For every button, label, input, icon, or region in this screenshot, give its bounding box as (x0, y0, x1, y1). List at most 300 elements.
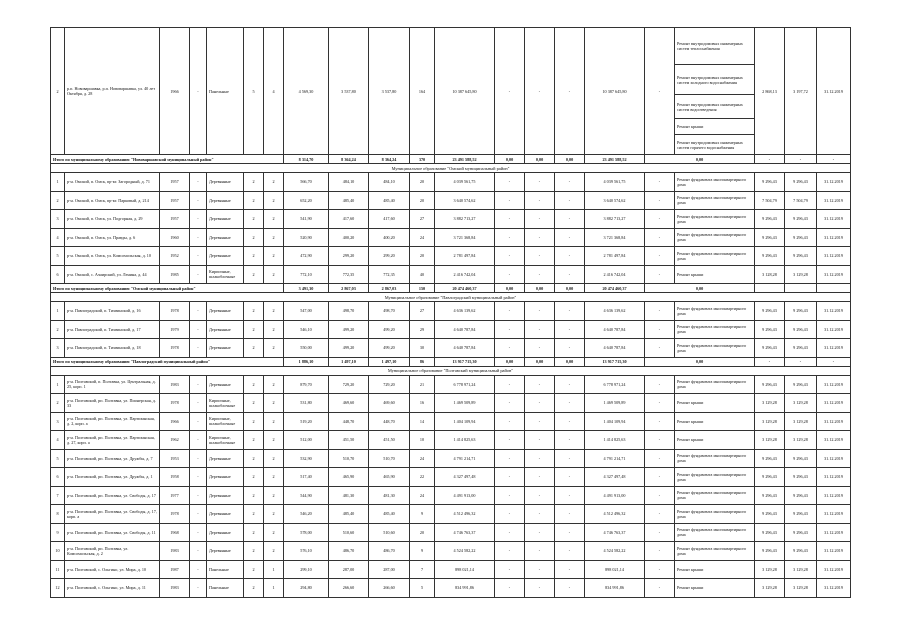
total-s-all: 2 867,03 (329, 284, 369, 293)
municipality-header-row (51, 164, 851, 173)
cell-own: 4 791 214,71 (585, 449, 645, 468)
table-row (51, 579, 851, 598)
table-row (51, 560, 851, 579)
cell-people: 20 (410, 523, 435, 542)
cell-addr: р-н. Омский, с. Ачаирский, ул. Ленина, д. 44 (65, 265, 160, 284)
cell-fund: - (495, 394, 525, 413)
cell-date: 31.12.2019 (817, 431, 851, 450)
cell-budget: - (525, 468, 555, 487)
cell-cost: 1 414 825,63 (435, 431, 495, 450)
cell-work: Ремонт фундамента многоквартирного дома (675, 505, 755, 524)
cell-fund: - (495, 542, 525, 561)
cell-s-res: 451,50 (369, 431, 410, 450)
cell-work: Ремонт фундамента многоквартирного дома (675, 302, 755, 321)
cell-own: 4 327 497,48 (585, 468, 645, 487)
cell-n: 2 (51, 394, 65, 413)
total-cost: 23 491 588,52 (435, 155, 495, 164)
cell-limit: 9 296,43 (785, 320, 817, 339)
cell-local: - (555, 523, 585, 542)
cell-n: 3 (51, 339, 65, 358)
cell-fl: 2 (244, 486, 264, 505)
cell-sep: - (190, 28, 207, 155)
cell-budget: - (525, 523, 555, 542)
repair-works-cell (675, 28, 755, 155)
cell-fl: 2 (244, 468, 264, 487)
cell-own: 4 640 787,84 (585, 320, 645, 339)
cell-addr: р.п. Нововаршавка, р.п. Нововаршавка, ул. 40 лет Октября, д. 28 (65, 28, 160, 155)
cell-year: 1985 (160, 265, 190, 284)
municipality-total-row (51, 284, 851, 293)
cell-fund: - (495, 412, 525, 431)
total-d3: - (817, 357, 851, 366)
cell-year: 1957 (160, 210, 190, 229)
cell-year: 1953 (160, 449, 190, 468)
total-d3 (817, 284, 851, 293)
cell-unit: 9 296,43 (755, 228, 785, 247)
capital-repair-register-table (50, 27, 851, 598)
cell-n: 1 (51, 302, 65, 321)
cell-s-all: 486,70 (329, 542, 369, 561)
table-row (51, 394, 851, 413)
total-people: 150 (410, 284, 435, 293)
cell-local: - (555, 247, 585, 266)
table-row (51, 228, 851, 247)
cell-year: 1958 (160, 468, 190, 487)
cell-year: 1957 (160, 173, 190, 192)
cell-wall: Деревянные (207, 542, 244, 561)
cell-year: 1978 (160, 339, 190, 358)
cell-fund: - (495, 468, 525, 487)
cell-s-total: 576,10 (284, 542, 329, 561)
cell-addr: р-н. Омский, п. Омск, пр-кт. Загородный, д. 71 (65, 173, 160, 192)
cell-other: - (645, 449, 675, 468)
cell-fund: - (495, 523, 525, 542)
cell-cost: 6 778 971,24 (435, 375, 495, 394)
cell-unit: 9 296,43 (755, 339, 785, 358)
cell-s-all: 481,30 (329, 486, 369, 505)
cell-cost: 4 636 139,62 (435, 302, 495, 321)
cell-people: 29 (410, 320, 435, 339)
cell-s-all: 448,70 (329, 412, 369, 431)
cell-other: - (645, 486, 675, 505)
cell-year: 1966 (160, 28, 190, 155)
cell-fl: 2 (244, 431, 264, 450)
cell-unit: 7 504,79 (755, 191, 785, 210)
repair-work-item: Ремонт внутридомовых инженерных систем горячего водоснабжения (677, 139, 743, 150)
cell-year: 1978 (160, 394, 190, 413)
cell-local: - (555, 173, 585, 192)
cell-s-total: 520,90 (284, 228, 329, 247)
cell-cost: 2 416 742,04 (435, 265, 495, 284)
cell-people: 5 (410, 579, 435, 598)
cell-budget: - (525, 302, 555, 321)
total-s-total: 1 886,10 (284, 357, 329, 366)
total-fund: 0,00 (495, 357, 525, 366)
cell-unit: 2 868,13 (755, 28, 785, 155)
cell-work: Ремонт фундамента многоквартирного дома (675, 173, 755, 192)
cell-addr: р-н. Полтавский, рп. Полтавка, ул. Партизанская, д. 2, корп. а (65, 412, 160, 431)
cell-own: 3 640 574,62 (585, 191, 645, 210)
cell-date: 31.12.2019 (817, 394, 851, 413)
cell-ent: 2 (264, 542, 284, 561)
cell-date: 31.12.2019 (817, 412, 851, 431)
cell-other: - (645, 560, 675, 579)
cell-sep: - (190, 191, 207, 210)
total-cost: 20 474 460,37 (435, 284, 495, 293)
table-row (51, 210, 851, 229)
total-people: 86 (410, 357, 435, 366)
cell-sep: - (190, 542, 207, 561)
cell-addr: р-н. Полтавский, п. Полтавка, ул. Центральная, д. 25, корп. 1 (65, 375, 160, 394)
cell-s-res: 772,35 (369, 265, 410, 284)
cell-local: - (555, 339, 585, 358)
cell-addr: р-н. Павлоградский, п. Тихвинский, д. 17 (65, 320, 160, 339)
cell-n: 1 (51, 173, 65, 192)
cell-budget: - (525, 412, 555, 431)
cell-s-all: 3 537,80 (329, 28, 369, 155)
cell-other: - (645, 339, 675, 358)
cell-cost: 1 404 109,94 (435, 412, 495, 431)
cell-local: - (555, 579, 585, 598)
cell-budget: - (525, 542, 555, 561)
cell-sep: - (190, 320, 207, 339)
cell-local: - (555, 486, 585, 505)
cell-fl: 2 (244, 449, 264, 468)
cell-s-total: 547,00 (284, 302, 329, 321)
cell-addr: р-н. Омский, п. Омск, пр-кт. Парковый, д. 214 (65, 191, 160, 210)
cell-year: 1978 (160, 302, 190, 321)
total-own: 20 474 460,37 (585, 284, 645, 293)
cell-work: Ремонт крыши (675, 560, 755, 579)
cell-budget: - (525, 28, 555, 155)
cell-s-total: 517,40 (284, 468, 329, 487)
table-row (51, 173, 851, 192)
cell-fund: - (495, 228, 525, 247)
cell-people: 24 (410, 486, 435, 505)
cell-fund: - (495, 302, 525, 321)
cell-local: - (555, 394, 585, 413)
cell-wall: Деревянные (207, 375, 244, 394)
cell-other: - (645, 468, 675, 487)
cell-s-all: 400,20 (329, 228, 369, 247)
cell-cost: 1 469 509,89 (435, 394, 495, 413)
cell-fl: 2 (244, 210, 264, 229)
cell-ent: 2 (264, 228, 284, 247)
cell-limit: 9 296,43 (785, 523, 817, 542)
total-budget: 0,00 (525, 284, 555, 293)
table-row (51, 542, 851, 561)
cell-cost: 3 640 574,62 (435, 191, 495, 210)
cell-limit: 3 129,28 (785, 579, 817, 598)
cell-s-all: 729,20 (329, 375, 369, 394)
cell-addr: р-н. Полтавский, с. Ольгино, ул. Мира, д. 10 (65, 560, 160, 579)
cell-n: 5 (51, 449, 65, 468)
cell-own: 4 636 139,62 (585, 302, 645, 321)
cell-budget: - (525, 210, 555, 229)
cell-fl: 2 (244, 228, 264, 247)
cell-work: Ремонт фундамента многоквартирного дома (675, 247, 755, 266)
cell-cost: 4 746 763,37 (435, 523, 495, 542)
cell-limit: 3 129,28 (785, 560, 817, 579)
cell-s-res: 299,20 (369, 247, 410, 266)
cell-ent: 2 (264, 375, 284, 394)
cell-limit: 3 129,28 (785, 394, 817, 413)
cell-wall: Деревянные (207, 505, 244, 524)
total-local: 0,00 (555, 155, 585, 164)
cell-year: 1977 (160, 486, 190, 505)
total-d2: - (785, 155, 817, 164)
cell-date: 31.12.2019 (817, 560, 851, 579)
cell-ent: 2 (264, 302, 284, 321)
cell-ent: 2 (264, 505, 284, 524)
cell-unit: 9 296,43 (755, 523, 785, 542)
cell-people: 24 (410, 228, 435, 247)
cell-ent: 2 (264, 486, 284, 505)
municipality-total-row (51, 155, 851, 164)
cell-budget: - (525, 394, 555, 413)
total-other: 0,00 (645, 155, 755, 164)
cell-unit: 9 296,43 (755, 505, 785, 524)
cell-s-total: 512,00 (284, 431, 329, 450)
total-s-res: 1 497,10 (369, 357, 410, 366)
cell-year: 1979 (160, 320, 190, 339)
cell-fl: 2 (244, 191, 264, 210)
cell-other: - (645, 505, 675, 524)
total-budget: 0,00 (525, 155, 555, 164)
table-row (51, 449, 851, 468)
cell-own: 10 387 645,80 (585, 28, 645, 155)
cell-fl: 2 (244, 523, 264, 542)
cell-own: 1 404 109,94 (585, 412, 645, 431)
table-row (51, 28, 851, 155)
cell-cost: 4 791 214,71 (435, 449, 495, 468)
table-row (51, 302, 851, 321)
cell-s-res: 417,60 (369, 210, 410, 229)
cell-wall: Деревянные (207, 339, 244, 358)
cell-local: - (555, 412, 585, 431)
cell-s-res: 400,20 (369, 228, 410, 247)
cell-s-res: 287,00 (369, 560, 410, 579)
cell-ent: 1 (264, 560, 284, 579)
cell-s-res: 485,40 (369, 191, 410, 210)
cell-own: 1 469 509,89 (585, 394, 645, 413)
cell-year: 1952 (160, 247, 190, 266)
cell-limit: 9 296,43 (785, 542, 817, 561)
cell-s-res: 266,60 (369, 579, 410, 598)
cell-n: 4 (51, 431, 65, 450)
cell-s-res: 486,70 (369, 542, 410, 561)
cell-fund: - (495, 339, 525, 358)
cell-s-res: 481,30 (369, 486, 410, 505)
cell-cost: 4 039 561,75 (435, 173, 495, 192)
cell-people: 20 (410, 173, 435, 192)
total-s-all: 8 364,24 (329, 155, 369, 164)
table-row (51, 468, 851, 487)
cell-s-total: 546,10 (284, 320, 329, 339)
municipality-name: Муниципальное образование "Павлоградский муниципальный район" (51, 293, 851, 302)
total-s-res: 8 364,24 (369, 155, 410, 164)
cell-n: 1 (51, 375, 65, 394)
cell-s-all: 266,60 (329, 579, 369, 598)
cell-s-res: 485,40 (369, 505, 410, 524)
cell-date: 31.12.2019 (817, 579, 851, 598)
cell-date: 31.12.2019 (817, 339, 851, 358)
cell-limit: 3 129,28 (785, 265, 817, 284)
cell-limit: 9 296,43 (785, 375, 817, 394)
total-local: 0,00 (555, 284, 585, 293)
cell-date: 31.12.2019 (817, 542, 851, 561)
cell-addr: р-н. Полтавский, рп. Полтавка, ул. Дружбы, д. 1 (65, 468, 160, 487)
cell-limit: 7 504,79 (785, 191, 817, 210)
cell-people: 9 (410, 542, 435, 561)
cell-s-all: 498,70 (329, 302, 369, 321)
cell-date: 31.12.2019 (817, 523, 851, 542)
cell-local: - (555, 265, 585, 284)
cell-year: 1983 (160, 579, 190, 598)
cell-people: 27 (410, 302, 435, 321)
cell-budget: - (525, 579, 555, 598)
cell-own: 3 882 713,27 (585, 210, 645, 229)
cell-limit: 9 296,43 (785, 228, 817, 247)
cell-date: 31.12.2019 (817, 191, 851, 210)
cell-local: - (555, 542, 585, 561)
cell-local: - (555, 210, 585, 229)
total-s-total: 8 314,70 (284, 155, 329, 164)
cell-local: - (555, 320, 585, 339)
cell-fl: 2 (244, 247, 264, 266)
total-d1: - (755, 357, 785, 366)
cell-n: 2 (51, 28, 65, 155)
table-row (51, 191, 851, 210)
cell-budget: - (525, 191, 555, 210)
cell-fl: 2 (244, 505, 264, 524)
cell-local: - (555, 191, 585, 210)
cell-work: Ремонт крыши (675, 431, 755, 450)
cell-s-all: 451,50 (329, 431, 369, 450)
cell-limit: 9 296,43 (785, 486, 817, 505)
cell-work: Ремонт фундамента многоквартирного дома (675, 449, 755, 468)
cell-limit: 3 129,28 (785, 412, 817, 431)
cell-work: Ремонт фундамента многоквартирного дома (675, 191, 755, 210)
repair-work-item: Ремонт внутридомовых инженерных систем теплоснабжения (675, 28, 754, 65)
cell-s-total: 531,80 (284, 394, 329, 413)
cell-budget: - (525, 486, 555, 505)
cell-s-res: 465,90 (369, 468, 410, 487)
cell-people: 14 (410, 412, 435, 431)
cell-fund: - (495, 210, 525, 229)
table-row (51, 431, 851, 450)
cell-fund: - (495, 449, 525, 468)
table-row (51, 523, 851, 542)
cell-wall: Панельные (207, 560, 244, 579)
municipality-header-row (51, 293, 851, 302)
cell-people: 40 (410, 265, 435, 284)
cell-s-all: 485,40 (329, 505, 369, 524)
cell-s-total: 772,10 (284, 265, 329, 284)
cell-other: - (645, 579, 675, 598)
cell-unit: 9 296,43 (755, 320, 785, 339)
cell-s-res: 499,20 (369, 339, 410, 358)
cell-unit: 3 129,28 (755, 394, 785, 413)
cell-people: 22 (410, 468, 435, 487)
repair-work-item: Ремонт внутридомовых инженерных систем водоотведения (675, 95, 754, 119)
cell-sep: - (190, 412, 207, 431)
cell-sep: - (190, 468, 207, 487)
total-d3: - (817, 155, 851, 164)
cell-budget: - (525, 375, 555, 394)
cell-wall: Деревянные (207, 173, 244, 192)
cell-sep: - (190, 523, 207, 542)
cell-work: Ремонт крыши (675, 265, 755, 284)
cell-cost: 4 640 787,84 (435, 320, 495, 339)
cell-ent: 4 (264, 28, 284, 155)
cell-cost: 4 524 582,22 (435, 542, 495, 561)
cell-budget: - (525, 247, 555, 266)
cell-local: - (555, 375, 585, 394)
cell-unit: 3 129,28 (755, 560, 785, 579)
cell-fl: 2 (244, 302, 264, 321)
cell-unit: 3 129,28 (755, 579, 785, 598)
cell-people: 30 (410, 339, 435, 358)
cell-n: 6 (51, 265, 65, 284)
cell-addr: р-н. Полтавский, рп. Полтавка, ул. Свободы, д. 17 (65, 486, 160, 505)
cell-unit: 9 296,43 (755, 302, 785, 321)
cell-fl: 2 (244, 394, 264, 413)
cell-date: 31.12.2019 (817, 173, 851, 192)
cell-unit: 3 128,28 (755, 265, 785, 284)
cell-other: - (645, 523, 675, 542)
cell-fl: 5 (244, 28, 264, 155)
cell-wall: Деревянные (207, 449, 244, 468)
cell-s-all: 465,90 (329, 468, 369, 487)
cell-fl: 2 (244, 339, 264, 358)
table-row (51, 320, 851, 339)
cell-wall: Деревянные (207, 302, 244, 321)
cell-work: Ремонт фундамента многоквартирного дома (675, 320, 755, 339)
cell-s-all: 499,20 (329, 320, 369, 339)
cell-s-total: 544,90 (284, 486, 329, 505)
cell-wall: Кирпичные, шлакоблочные (207, 394, 244, 413)
cell-budget: - (525, 560, 555, 579)
cell-fund: - (495, 431, 525, 450)
cell-sep: - (190, 505, 207, 524)
cell-cost: 10 387 645,80 (435, 28, 495, 155)
total-fund: 0,00 (495, 284, 525, 293)
cell-unit: 9 296,43 (755, 542, 785, 561)
cell-s-all: 499,20 (329, 339, 369, 358)
cell-s-all: 510,60 (329, 523, 369, 542)
cell-other: - (645, 542, 675, 561)
cell-unit: 9 296,43 (755, 486, 785, 505)
cell-year: 1966 (160, 412, 190, 431)
cell-limit: 9 296,43 (785, 468, 817, 487)
cell-work: Ремонт фундамента многоквартирного дома (675, 542, 755, 561)
cell-budget: - (525, 173, 555, 192)
cell-other: - (645, 431, 675, 450)
cell-local: - (555, 449, 585, 468)
cell-s-res: 510,70 (369, 449, 410, 468)
cell-wall: Панельные (207, 28, 244, 155)
cell-wall: Кирпичные, шлакоблочные (207, 431, 244, 450)
table-row (51, 375, 851, 394)
cell-date: 31.12.2019 (817, 28, 851, 155)
cell-limit: 9 296,43 (785, 339, 817, 358)
cell-year: 1968 (160, 523, 190, 542)
cell-own: 4 039 561,75 (585, 173, 645, 192)
cell-date: 31.12.2019 (817, 449, 851, 468)
cell-ent: 2 (264, 394, 284, 413)
cell-fl: 2 (244, 412, 264, 431)
